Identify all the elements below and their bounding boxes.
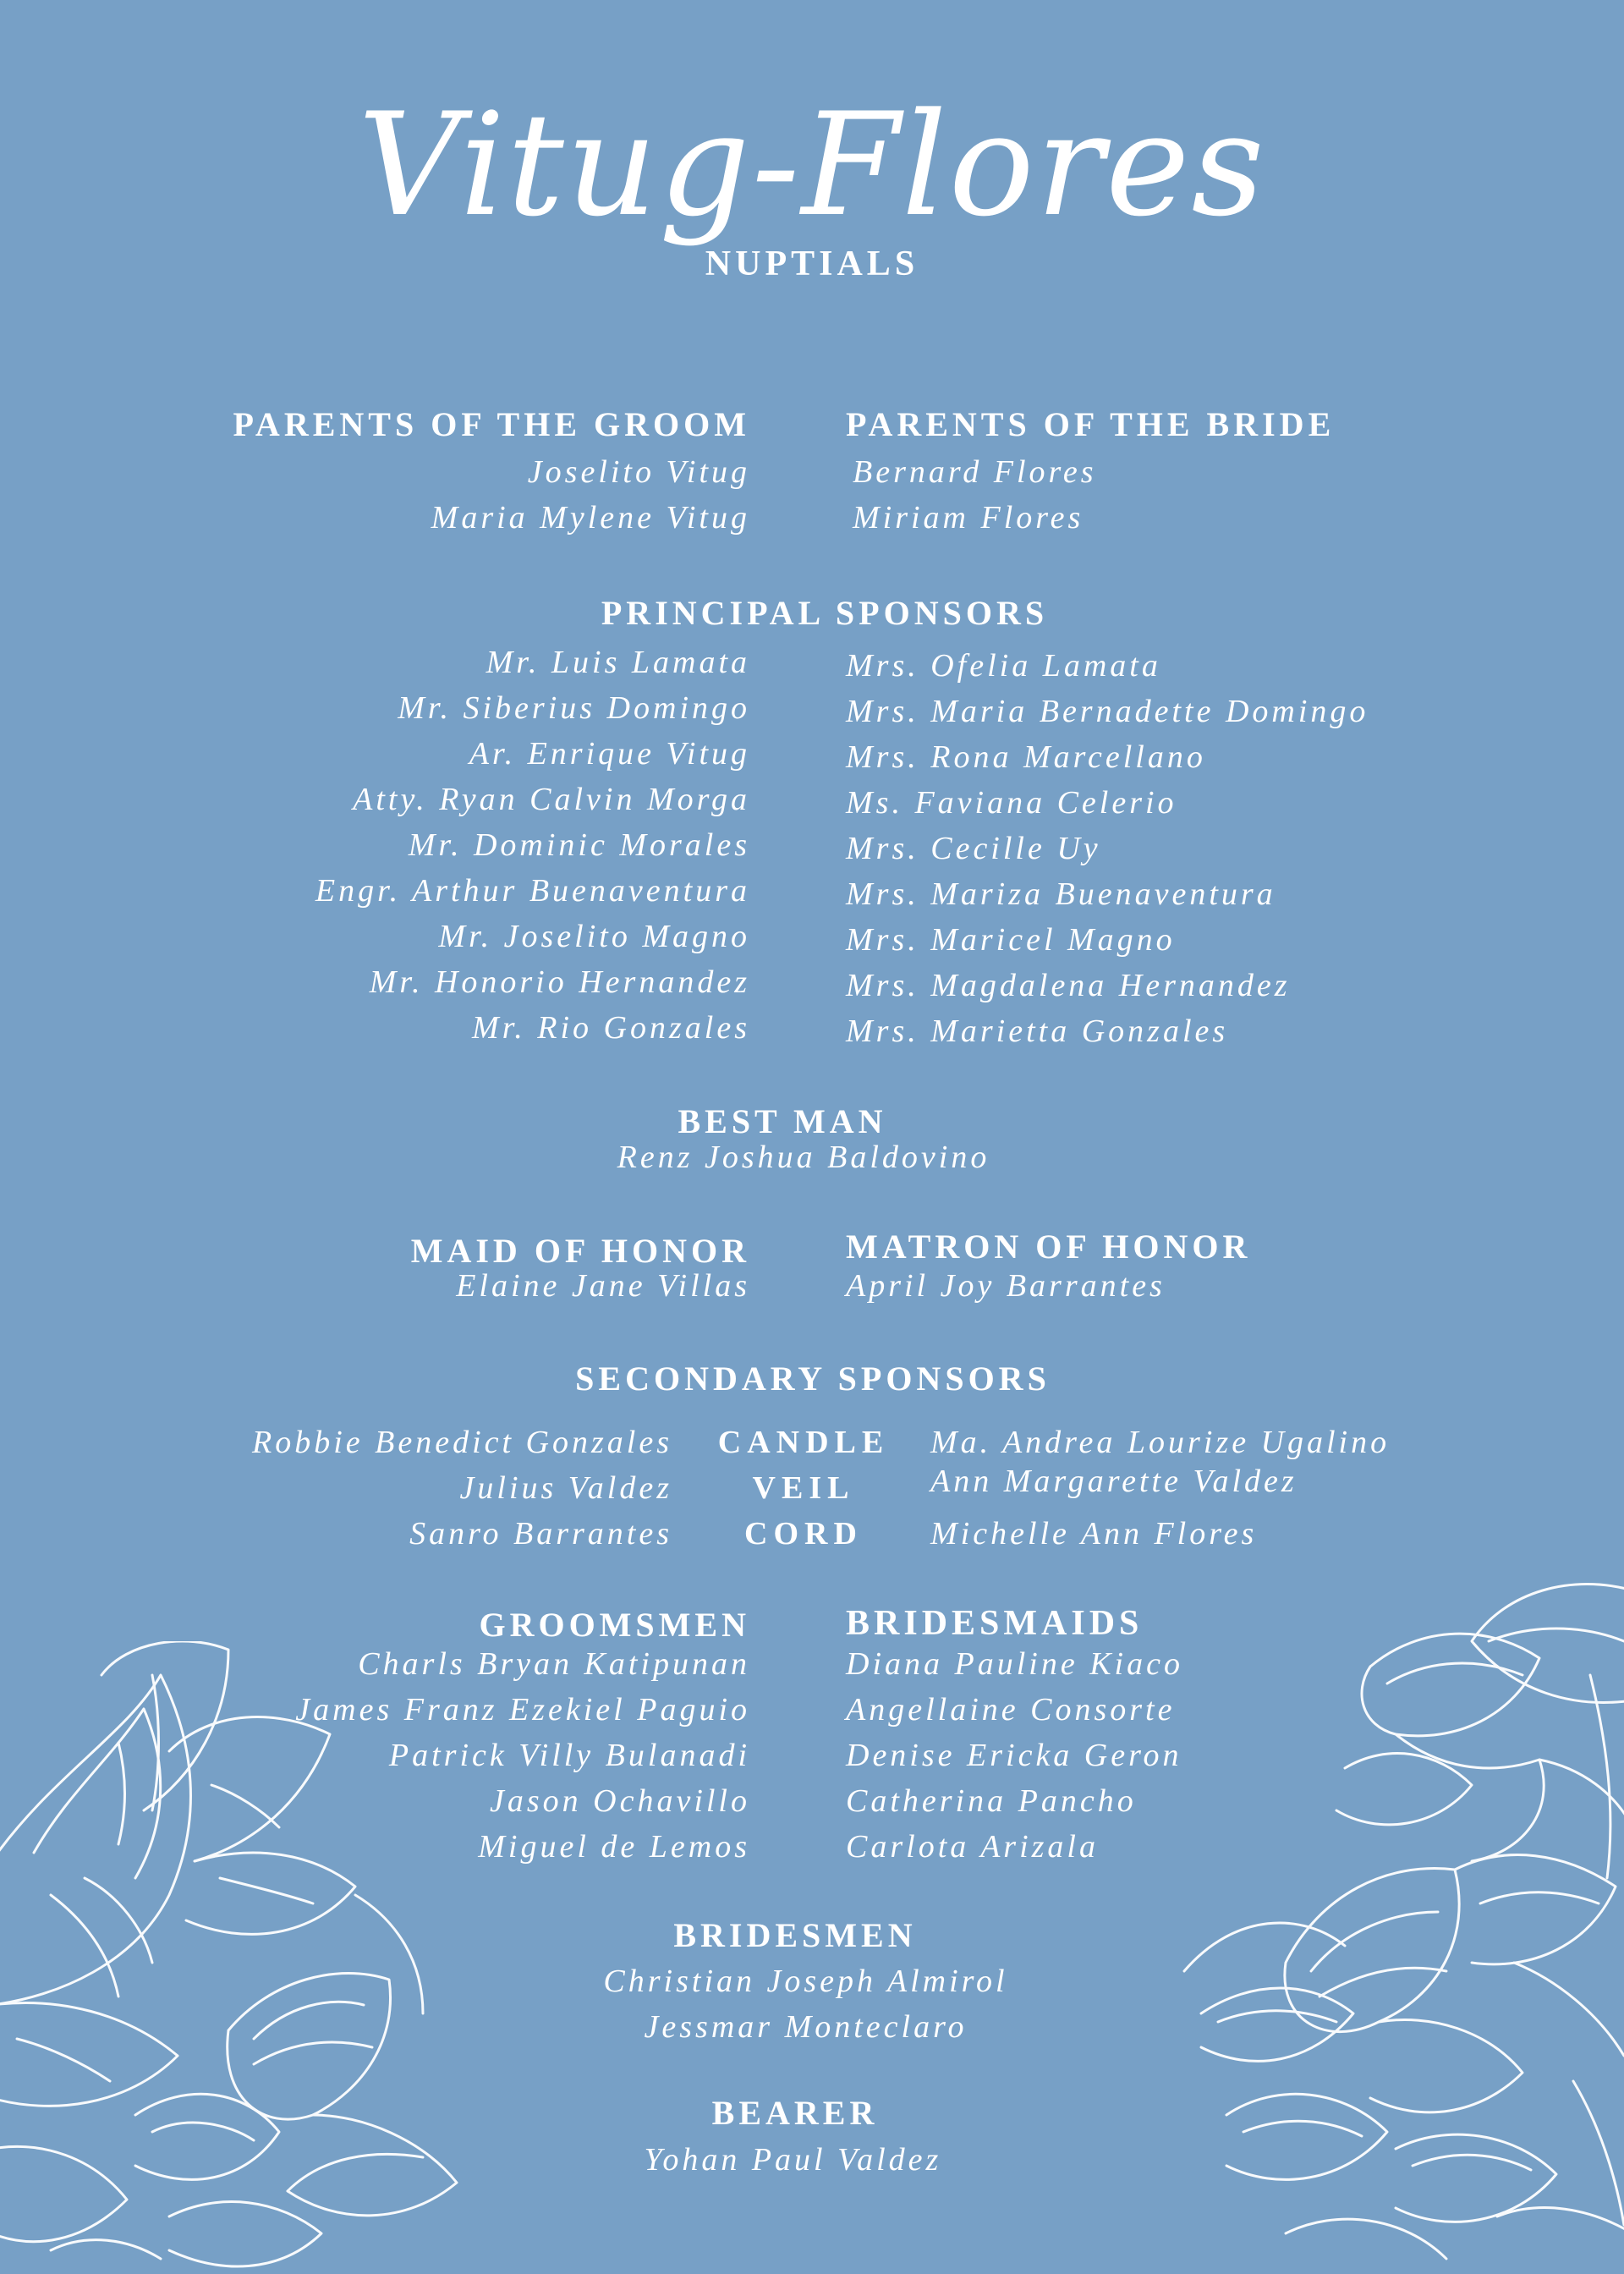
role-veil: VEIL [752,1470,855,1506]
list-item: Robbie Benedict Gonzales [251,1425,672,1460]
list-item: Bernard Flores [853,454,1097,490]
groom-parents-list [431,449,750,541]
list-item: Joselito Vitug [527,454,750,490]
bride-parents-list [853,449,1097,541]
principal-sponsors-heading: PRINCIPAL SPONSORS [601,594,1049,632]
list-item: Charls Bryan Katipunan [358,1646,750,1682]
role-candle: CANDLE [717,1425,890,1460]
list-item: Mrs. Marietta Gonzales [846,1013,1229,1049]
list-item: Christian Joseph Almirol [603,1964,1008,1999]
list-item: Mr. Dominic Morales [408,827,750,863]
bearer-heading: BEARER [711,2094,879,2132]
bridesmen-list [0,1958,1611,2050]
veil-sponsor-right: Ann Margarette Valdez [930,1464,1298,1499]
couple-name-title: Vitug-Flores [358,82,1266,248]
list-item: Jason Ochavillo [489,1783,750,1819]
matron-of-honor-name: April Joy Barrantes [846,1268,1166,1304]
list-item: Maria Mylene Vitug [431,500,750,536]
list-item: Mr. Siberius Domingo [398,690,750,726]
list-item: Mr. Luis Lamata [486,645,750,680]
principal-sponsors-left [315,640,750,1051]
principal-sponsors-right [846,643,1369,1054]
list-item: Denise Ericka Geron [846,1738,1182,1773]
list-item: Atty. Ryan Calvin Morga [353,782,750,817]
secondary-sponsors-left [252,1420,672,1557]
groomsmen-heading: GROOMSMEN [479,1606,750,1644]
candle-sponsor-right: Ma. Andrea Lourize Ugalino [930,1425,1391,1460]
cord-sponsor-right: Michelle Ann Flores [930,1516,1258,1552]
list-item: Mrs. Mariza Buenaventura [846,876,1276,912]
list-item: Ar. Enrique Vitug [469,736,750,772]
list-item: Angellaine Consorte [846,1692,1176,1727]
list-item: Sanro Barrantes [409,1516,672,1552]
list-item: Diana Pauline Kiaco [846,1646,1183,1682]
groom-parents-heading: PARENTS OF THE GROOM [233,405,750,443]
list-item: Ms. Faviana Celerio [846,785,1177,821]
list-item: Mr. Joselito Magno [438,919,750,954]
bridesmaids-list [846,1641,1183,1870]
list-item: Mrs. Maria Bernadette Domingo [846,694,1369,729]
list-item: James Franz Ezekiel Paguio [295,1692,750,1727]
list-item: Mr. Honorio Hernandez [369,964,750,1000]
list-item: Carlota Arizala [846,1829,1099,1865]
list-item: Engr. Arthur Buenaventura [315,873,750,909]
list-item: Mrs. Cecille Uy [846,831,1101,866]
list-item: Julius Valdez [459,1470,672,1506]
list-item: Mrs. Maricel Magno [846,922,1176,958]
list-item: Patrick Villy Bulanadi [388,1738,750,1773]
list-item: Miguel de Lemos [478,1829,750,1865]
list-item: Mrs. Ofelia Lamata [846,648,1161,684]
list-item: Catherina Pancho [846,1783,1137,1819]
secondary-sponsors-heading: SECONDARY SPONSORS [575,1359,1051,1398]
maid-of-honor-heading: MAID OF HONOR [410,1232,750,1270]
bridesmen-heading: BRIDESMEN [673,1916,917,1954]
nuptials-subtitle: NUPTIALS [705,244,919,283]
matron-of-honor-heading: MATRON OF HONOR [846,1228,1252,1266]
maid-of-honor-name: Elaine Jane Villas [456,1268,750,1304]
groomsmen-list [295,1641,750,1870]
list-item: Mr. Rio Gonzales [472,1010,750,1046]
bridesmaids-heading: BRIDESMAIDS [846,1604,1144,1643]
bearer-name: Yohan Paul Valdez [644,2142,942,2178]
list-item: Jessmar Monteclaro [644,2009,968,2045]
secondary-sponsor-roles [685,1420,922,1557]
list-item: Mrs. Rona Marcellano [846,739,1206,775]
bride-parents-heading: PARENTS OF THE BRIDE [846,405,1336,443]
best-man-name: Renz Joshua Baldovino [617,1140,990,1175]
list-item: Miriam Flores [853,500,1084,536]
list-item: Mrs. Magdalena Hernandez [846,968,1291,1003]
role-cord: CORD [744,1516,863,1552]
best-man-heading: BEST MAN [678,1102,887,1140]
